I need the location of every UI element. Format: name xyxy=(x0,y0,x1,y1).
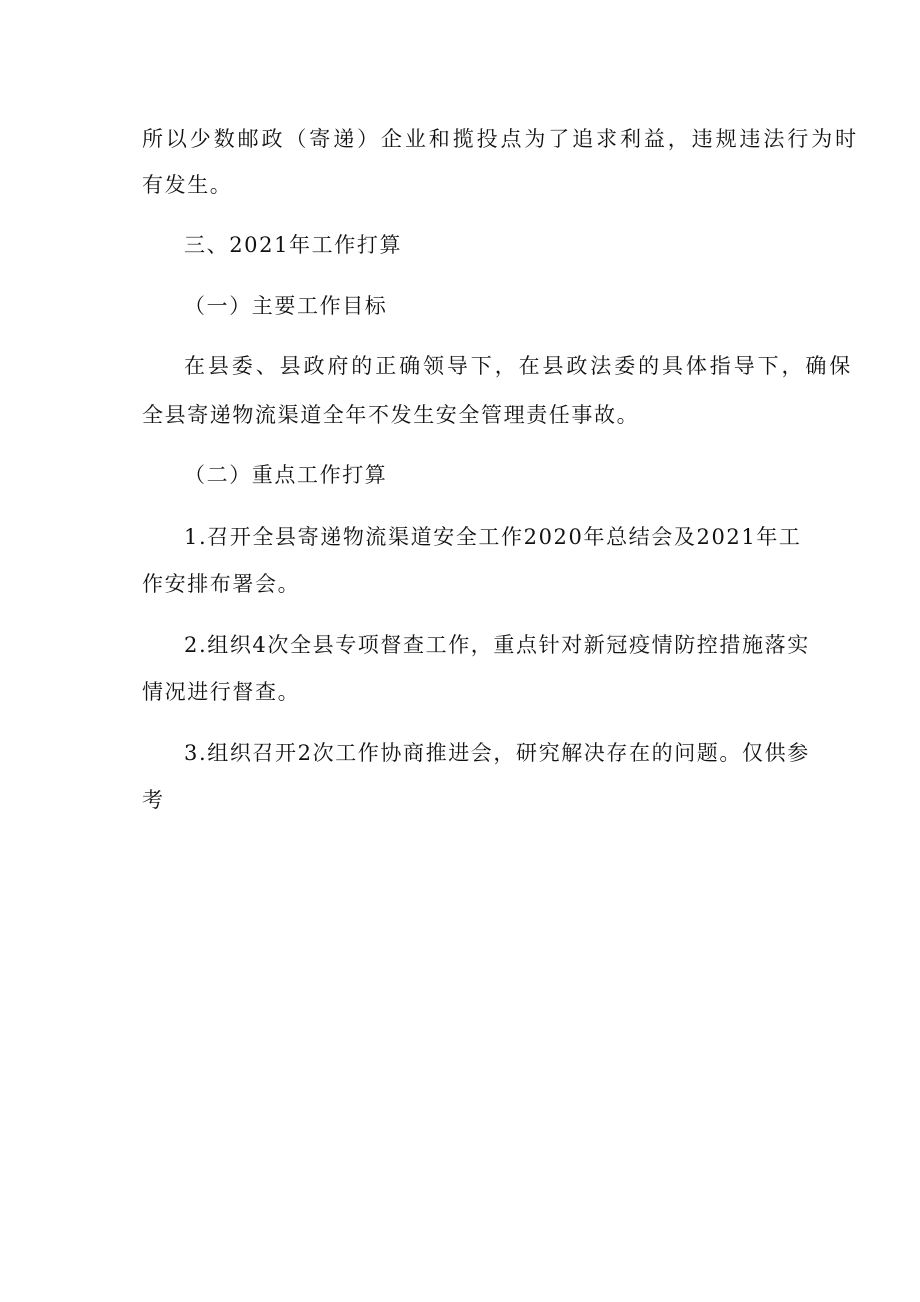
intro-line-2: 有发生。 xyxy=(142,173,233,197)
section-three-heading: 三、2021年工作打算 xyxy=(184,233,403,257)
item-1-line-2: 作安排布署会。 xyxy=(142,572,301,596)
item-3-line-1: 3.组织召开2次工作协商推进会，研究解决存在的问题。仅供参 xyxy=(184,741,810,765)
item-1-line-1: 1.召开全县寄递物流渠道安全工作2020年总结会及2021年工 xyxy=(184,525,802,549)
goal-line-2: 全县寄递物流渠道全年不发生安全管理责任事故。 xyxy=(142,403,640,427)
goal-line-1: 在县委、县政府的正确领导下，在县政法委的具体指导下，确保 xyxy=(184,354,854,378)
item-2-line-1: 2.组织4次全县专项督查工作，重点针对新冠疫情防控措施落实 xyxy=(184,633,810,657)
subheading-main-goals: （一）主要工作目标 xyxy=(184,294,388,318)
intro-line-1: 所以少数邮政（寄递）企业和揽投点为了追求利益，违规违法行为时 xyxy=(142,127,859,151)
subheading-key-plans: （二）重点工作打算 xyxy=(184,463,388,487)
item-3-line-2: 考 xyxy=(142,788,165,812)
item-2-line-2: 情况进行督查。 xyxy=(142,680,301,704)
